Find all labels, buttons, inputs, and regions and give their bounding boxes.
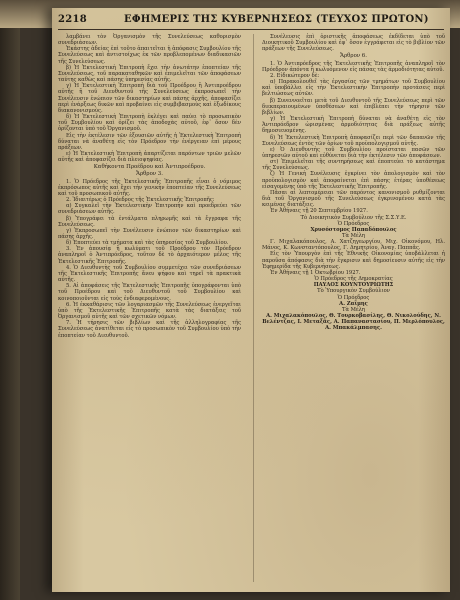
centered-line: Α. Μιχαλακόπουλος, Θ. Τουρκοβασίλης, Θ. Νικολούδης, Ν. Βελέντζας, Ι. Μεταξᾶς, Α. Παπαναστασίου, Π. Μερλόπουλος, Α. Μπακάλμπασης. bbox=[262, 313, 445, 332]
paragraph: β) Ἡ Ἐκτελεστικὴ Ἐπιτροπὴ ἔχει τὴν ἀνωτάτην ἐποπτείαν τῆς Συνελεύσεως, τοῦ παρακαταθηκῶν καὶ ἐπιμελεῖται τῶν ἀποφάσεων ταύτης καθὼς καὶ πάσης ὑπηρεσίας αὐτῆς. bbox=[58, 64, 241, 84]
centered-line: Τὸ Ὑπουργικὸν Συμβούλιον bbox=[317, 288, 390, 295]
paragraph: 6. Ἡ ἐκκαθάρισις τῶν λογαριασμῶν τῆς Συνελεύσεως ἐνεργεῖται ὑπὸ τῆς Ἐκτελεστικῆς Ἐπιτροπῆς κατὰ τὰς διατάξεις τοῦ Ὀργανισμοῦ αὐτῆς καὶ τῶν σχετικῶν νόμων. bbox=[58, 301, 241, 321]
paragraph: 2. Εἰδικώτερον δὲ: bbox=[270, 72, 320, 79]
centered-line: ΠΑΥΛΟΣ ΚΟΥΝΤΟΥΡΙΩΤΗΣ bbox=[313, 282, 394, 289]
right-text-column bbox=[262, 34, 445, 332]
paragraph: ε) Ἡ Ἐκτελεστικὴ Ἐπιτροπὴ ἀπαρτίζεται παρόντων τριῶν μελῶν αὐτῆς καὶ ἀποφασίζει διὰ πλειοψηφίας. bbox=[58, 150, 241, 164]
paragraph: γ) Ἡ Ἐκτελεστικὴ Ἐπιτροπὴ δύναται νὰ ἀναθέτῃ εἰς τὸν Ἀντιπρόεδρον ὡρισμένας ἁρμοδιότητας διὰ πράξεως αὐτῆς δημοσιευομένης. bbox=[262, 116, 445, 135]
centered-line: Τὸ Διοικητικὸν Συμβούλιον τῆς Σ.Σ.Υ.Ε. bbox=[300, 214, 407, 221]
paragraph: 5. Αἱ ἀποφάσεις τῆς Ἐκτελεστικῆς Ἐπιτροπῆς ὑπογράφονται ὑπὸ τοῦ Προέδρου καὶ τοῦ Διευθυντοῦ τοῦ Συμβουλίου καὶ κοινοποιοῦνται εἰς τοὺς ἐνδιαφερομένους. bbox=[58, 283, 241, 302]
journal-title: ΕΦΗΜΕΡΙΣ ΤΗΣ ΚΥΒΕΡΝΗΣΕΩΣ (ΤΕΥΧΟΣ ΠΡΩΤΟΝ) bbox=[124, 14, 429, 25]
centered-line: Τὰ Μέλη bbox=[341, 233, 365, 239]
centered-line: Τὰ Μέλη bbox=[341, 306, 365, 313]
paragraph: γ) Ἐκπροσωπεῖ τὴν Συνέλευσιν ἐνώπιον τῶν δικαστηρίων καὶ πάσης ἀρχῆς. bbox=[58, 227, 241, 240]
section-heading: Καθήκοντα Προέδρου καὶ Ἀντιπροέδρου. bbox=[93, 164, 206, 171]
paragraph: Συνέλευσις ἐπὶ ὁριστικῆς ἀποφάσεως ἐκδίδεται ὑπὸ τοῦ Διοικητικοῦ Συμβουλίου καὶ ἐφ᾽ ὅσον ἐγγράφεται εἰς τὸ βιβλίον τῶν πράξεων τῆς Συνελεύσεως. bbox=[262, 34, 445, 53]
paragraph: β) Ὑπογράφει τὰ ἐντάλματα πληρωμῆς καὶ τὰ ἔγγραφα τῆς Συνελεύσεως. bbox=[58, 215, 241, 228]
paragraph: 1. Ὁ Ἀντιπρόεδρος τῆς Ἐκτελεστικῆς Ἐπιτροπῆς ἀναπληροῖ τὸν Πρόεδρον ἀπόντα ἢ κωλυόμενον εἰς πάσας τὰς ἀρμοδιότητας αὐτοῦ. bbox=[262, 60, 445, 73]
paragraph: 7. Ἡ τήρησις τῶν βιβλίων καὶ τῆς ἀλληλογραφίας τῆς Συνελεύσεως ἀνατίθεται εἰς τὸ προσωπικὸν τοῦ Συμβουλίου ὑπὸ τὴν ἐποπτείαν τοῦ Διευθυντοῦ. bbox=[58, 320, 241, 339]
section-heading: Ἄρθρον 3. bbox=[136, 171, 163, 178]
paragraph: δ) Ἡ Ἐκτελεστικὴ Ἐπιτροπὴ ἐκλέγει καὶ παύει τὸ προσωπικὸν τοῦ Συμβουλίου καὶ ὁρίζει τὰς ἀποδοχὰς αὐτοῦ, ἐφ᾽ ὅσον δὲν ὁρίζονται ὑπὸ τοῦ Ὀργανισμοῦ. bbox=[58, 114, 241, 133]
centered-line: Ὁ Πρόεδρος bbox=[337, 294, 370, 301]
paragraph: δ) Ἡ Ἐκτελεστικὴ Ἐπιτροπὴ ἀποφασίζει περὶ τῶν δαπανῶν τῆς Συνελεύσεως ἐντὸς τῶν ὁρίων τοῦ προϋπολογισμοῦ αὐτῆς. bbox=[262, 134, 445, 147]
paragraph: γ) Ἡ Ἐκτελεστικὴ Ἐπιτροπὴ διὰ τοῦ Προέδρου ἢ Ἀντιπροέδρου αὐτῆς ἢ τοῦ Διευθυντοῦ τῆς Συνελεύσεως ἐκπροσωπεῖ τὴν Συνέλευσιν ἐνώπιον τῶν δικαστηρίων καὶ πάσης ἀρχῆς, ἀποφασίζει περὶ ἐνάρξεως δικῶν καὶ προβαίνει εἰς συμβιβασμοὺς καὶ ἐξωδίκους διακανονισμοὺς. bbox=[58, 83, 241, 114]
paragraph: 4. Ὁ Διευθυντὴς τοῦ Συμβουλίου συμμετέχει τῶν συνεδριάσεων τῆς Ἐκτελεστικῆς Ἐπιτροπῆς ἄνευ ψήφου καὶ τηρεῖ τὰ πρακτικὰ αὐτῆς. bbox=[58, 264, 241, 284]
centered-line: Χρυσόστομος Παπαδόπουλος bbox=[310, 226, 397, 233]
paragraph: Γ. Μιχαλακόπουλος, Α. Χατζηγεωργίου, Μιχ. Οἰκονόμου, Ηλ. Μάνος, Κ. Κωνσταντόπουλος, Γ. Δημητρίου, Ἀναγ. Παππᾶς. bbox=[262, 239, 445, 252]
section-heading: Ἄρθρον 6. bbox=[340, 53, 367, 60]
paragraph: β) Συνεννοεῖται μετὰ τοῦ Διευθυντοῦ τῆς Συνελεύσεως περὶ τῶν διεκπεραιουμένων ὑποθέσεων καὶ ἐπιβλέπει τὴν τήρησιν τῶν βιβλίων. bbox=[262, 97, 445, 116]
page-number: 2218 bbox=[58, 14, 88, 25]
paragraph: ε) Ὁ Διευθυντὴς τοῦ Συμβουλίου προΐσταται πασῶν τῶν ὑπηρεσιῶν αὐτοῦ καὶ εὐθύνεται διὰ τὴν ἐκτέλεσιν τῶν ἀποφάσεων. bbox=[262, 146, 445, 159]
paragraph: ζ) Ἡ Γενικὴ Συνέλευσις ἐγκρίνει τὸν ἀπολογισμὸν καὶ τὸν προϋπολογισμὸν καὶ ἀποφαίνεται ἐπὶ πάσης ἐτέρας ὑποθέσεως εἰσαγομένης ὑπὸ τῆς Ἐκτελεστικῆς Ἐπιτροπῆς. bbox=[262, 171, 445, 190]
paragraph: Εἰς τὸν Ὑπουργὸν ἐπὶ τῆς Ἐθνικῆς Οἰκονομίας ὑποβάλλεται ἡ παροῦσα ἀπόφασις διὰ τὴν ἔγκρισιν καὶ δημοσίευσιν αὐτῆς εἰς τὴν Ἐφημερίδα τῆς Κυβερνήσεως. bbox=[262, 251, 445, 270]
centered-line: Α. Ζαΐμης bbox=[339, 300, 368, 307]
paragraph: Ἐν Ἀθήναις τῇ 20 Σεπτεμβρίου 1927. bbox=[270, 208, 368, 215]
paragraph: 3. Ἐν ἀπουσίᾳ ἢ κωλύματι τοῦ Προέδρου τὸν Πρόεδρον ἀναπληροῖ ὁ Ἀντιπρόεδρος, τοῦτον δὲ τὸ ἀρχαιότερον μέλος τῆς Ἐκτελεστικῆς Ἐπιτροπῆς. bbox=[58, 246, 241, 265]
paragraph: Ἐν Ἀθήναις τῇ 1 Ὀκτωβρίου 1927. bbox=[270, 269, 361, 276]
paragraph: λαμβάνει τὸν Ὀργανισμὸν τῆς Συνελεύσεως καθορισμὸν συνεδριάσεων. bbox=[58, 34, 241, 47]
page-header bbox=[58, 14, 444, 28]
paragraph: α) Παρακολουθεῖ τὰς ἐργασίας τῶν τμημάτων τοῦ Συμβουλίου καὶ ὑποβάλλει εἰς τὴν Ἐκτελεστικὴν Ἐπιτροπὴν προτάσεις περὶ βελτιώσεως αὐτῶν. bbox=[262, 79, 445, 98]
paragraph: δ) Ἐποπτεύει τὰ τμήματα καὶ τὰς ὑπηρεσίας τοῦ Συμβουλίου. bbox=[66, 240, 229, 247]
left-text-column bbox=[58, 34, 241, 339]
paragraph: α) Συγκαλεῖ τὴν Ἐκτελεστικὴν Ἐπιτροπὴν καὶ προεδρεύει τῶν συνεδριάσεων αὐτῆς. bbox=[58, 203, 241, 216]
paragraph: στ) Ἐπιμελεῖται τῆς συντηρήσεως καὶ ἐποπτεύει τὸ κατάστημα τῆς Συνελεύσεως. bbox=[262, 159, 445, 172]
binding-edge bbox=[0, 0, 20, 600]
centered-line: Ὁ Πρόεδρος bbox=[337, 220, 370, 227]
paragraph: Ἑκάστης ἀδείας ἐπὶ τοῦτο ἀπαιτεῖται ἡ ἀπόφασις Συμβουλίου τῆς Συνελεύσεως καὶ ἀντιστοίχως ἐκ τῶν προβλεπομένων διαδικασιῶν τῆς Συνελεύσεως. bbox=[58, 46, 242, 65]
centered-line: Ὁ Πρόεδρος τῆς Δημοκρατίας bbox=[314, 276, 393, 283]
paragraph: Πᾶσαι αἱ λεπτομέρειαι τῶν παρόντος κανονισμοῦ ρυθμίζονται διὰ τοῦ Ὀργανισμοῦ τῆς Συνελεύσεως ἐγκρινομένου κατὰ τὰς κειμένας διατάξεις. bbox=[262, 189, 445, 209]
column-divider bbox=[253, 34, 254, 582]
paragraph: 2. Ἰδιαιτέρως ὁ Πρόεδρος τῆς Ἐκτελεστικῆς Ἐπιτροπῆς: bbox=[66, 197, 215, 204]
paragraph: 1. Ὁ Πρόεδρος τῆς Ἐκτελεστικῆς Ἐπιτροπῆς εἶναι ὁ νόμιμος ἐκπρόσωπος αὐτῆς καὶ ἔχει τὴν γενικὴν ἐποπτείαν τῆς Συνελεύσεως καὶ τοῦ προσωπικοῦ αὐτῆς. bbox=[58, 178, 241, 197]
header-rule bbox=[58, 29, 444, 30]
paragraph: Εἰς τὴν ἐκτέλεσιν τῶν ἐξουσιῶν αὐτῆς ἡ Ἐκτελεστικὴ Ἐπιτροπὴ δύναται νὰ ἀναθέτῃ εἰς τὸν Πρόεδρον τὴν ἐνέργειαν ἐπὶ μέρους πράξεων. bbox=[58, 132, 241, 151]
